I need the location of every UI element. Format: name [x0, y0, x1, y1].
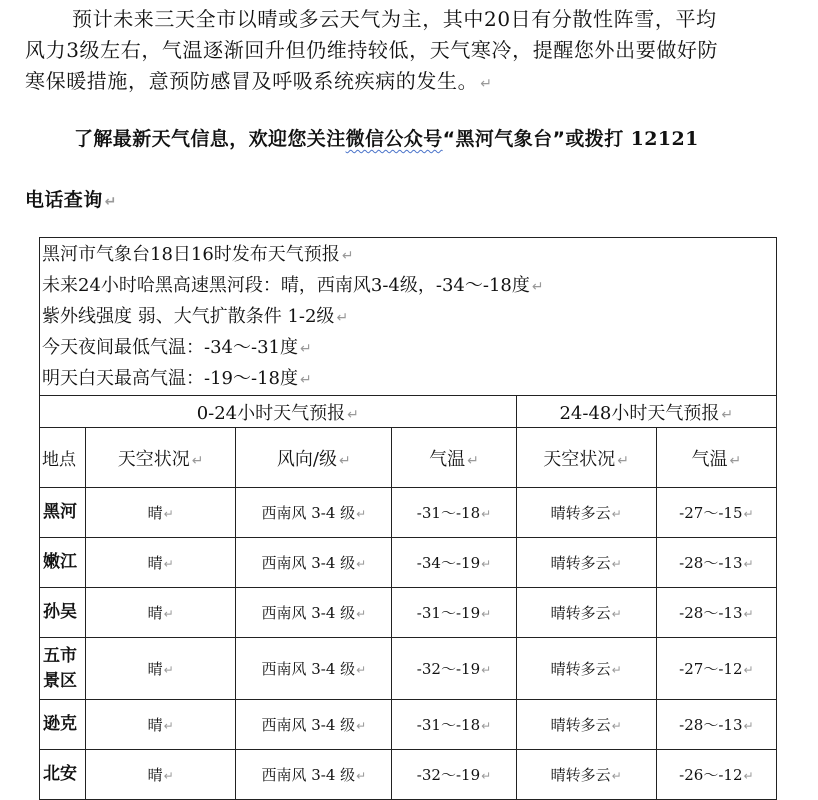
weather-forecast-table	[39, 237, 777, 800]
paragraph-text-1: 预计未来三天全市以晴或多云天气为主，其中20日有分散性阵雪，平均	[72, 7, 717, 31]
info-text: 今天夜间最低气温：-34～-31度	[42, 337, 298, 358]
return-mark-icon: ↵	[356, 607, 367, 621]
wind-cell	[236, 750, 392, 800]
forecast-paragraph	[25, 4, 795, 100]
temp-cell	[392, 588, 516, 638]
temp-cell	[656, 700, 776, 750]
return-mark-icon: ↵	[611, 507, 622, 521]
return-mark-icon: ↵	[743, 769, 754, 783]
sky-value: 晴	[147, 504, 163, 522]
return-mark-icon: ↵	[481, 607, 492, 621]
temp-cell	[656, 638, 776, 700]
section-header-row	[40, 396, 777, 428]
temp-value: -31～-18	[416, 504, 481, 522]
return-mark-icon: ↵	[336, 310, 349, 326]
sky-cell	[86, 488, 236, 538]
city-cell	[40, 488, 86, 538]
info-text: 黑河市气象台18日16时发布天气预报	[42, 244, 340, 265]
header-temp-label: 气温	[691, 448, 728, 470]
city-cell	[40, 588, 86, 638]
return-mark-icon: ↵	[467, 452, 479, 469]
sky-cell	[86, 750, 236, 800]
sky-value: 晴	[147, 554, 163, 572]
return-mark-icon: ↵	[743, 557, 754, 571]
wind-cell	[236, 538, 392, 588]
sky-cell	[516, 538, 656, 588]
wind-cell	[236, 488, 392, 538]
return-mark-icon: ↵	[743, 663, 754, 677]
sky-value: 晴	[147, 604, 163, 622]
sky-cell	[86, 588, 236, 638]
city-name-line-2: 景区	[43, 670, 77, 691]
return-mark-icon: ↵	[481, 769, 492, 783]
return-mark-icon: ↵	[191, 452, 204, 469]
return-mark-icon: ↵	[163, 557, 174, 571]
return-mark-icon: ↵	[481, 557, 492, 571]
table-row	[40, 700, 777, 750]
paragraph-line-2	[25, 35, 795, 66]
temp-value: -28～-13	[679, 554, 743, 572]
hotline-number: 12121	[630, 128, 699, 150]
wind-cell	[236, 638, 392, 700]
notice-text-1: 了解最新天气信息，欢迎您关注	[74, 128, 346, 150]
paragraph-return-mark-icon: ↵	[480, 76, 493, 92]
info-line	[42, 364, 774, 395]
return-mark-icon: ↵	[347, 406, 359, 423]
paragraph-line-1	[25, 4, 795, 35]
header-wind-label: 风向/级	[276, 448, 337, 470]
city-name: 嫩江	[43, 552, 77, 572]
sky-cell	[516, 750, 656, 800]
return-mark-icon: ↵	[611, 607, 622, 621]
return-mark-icon: ↵	[299, 341, 312, 357]
sky-value: 晴转多云	[550, 504, 611, 522]
temp-value: -27～-15	[679, 504, 743, 522]
section-0-24h	[40, 396, 517, 428]
forecast-info-cell	[40, 238, 777, 396]
temp-cell	[656, 538, 776, 588]
sky-value: 晴	[147, 716, 163, 734]
paragraph-line-3	[25, 66, 795, 100]
temp-cell	[656, 488, 776, 538]
return-mark-icon: ↵	[356, 719, 367, 733]
temp-value: -32～-19	[416, 766, 481, 784]
section-0-24h-label: 0-24小时天气预报	[196, 402, 346, 424]
return-mark-icon: ↵	[611, 663, 622, 677]
section-24-48h-label: 24-48小时天气预报	[559, 402, 720, 424]
sky-cell	[516, 638, 656, 700]
return-mark-icon: ↵	[611, 557, 622, 571]
temp-cell	[392, 638, 516, 700]
header-temp-label: 气温	[429, 448, 466, 470]
sky-value: 晴	[147, 660, 163, 678]
temp-cell	[656, 588, 776, 638]
info-text: 明天白天最高气温：-19～-18度	[42, 368, 298, 389]
section-24-48h	[516, 396, 776, 428]
info-text: 未来24小时哈黑高速黑河段：晴，西南风3-4级，-34～-18度	[42, 275, 530, 296]
temp-cell	[392, 750, 516, 800]
return-mark-icon: ↵	[299, 372, 312, 388]
table-row	[40, 638, 777, 700]
temp-cell	[392, 700, 516, 750]
wind-value: 西南风 3-4 级	[261, 504, 356, 522]
paragraph-text-3: 寒保暖措施，意预防感冒及呼吸系统疾病的发生。	[25, 69, 479, 93]
temp-value: -32～-19	[416, 660, 481, 678]
return-mark-icon: ↵	[531, 279, 544, 295]
return-mark-icon: ↵	[356, 769, 367, 783]
header-location	[40, 428, 86, 488]
info-line	[42, 240, 774, 271]
return-mark-icon: ↵	[339, 452, 351, 469]
header-sky-label: 天空状况	[543, 448, 616, 470]
return-mark-icon: ↵	[163, 769, 174, 783]
sky-value: 晴转多云	[550, 554, 611, 572]
return-mark-icon: ↵	[481, 719, 492, 733]
return-mark-icon: ↵	[356, 557, 367, 571]
return-mark-icon: ↵	[163, 663, 174, 677]
wechat-official-account-text: 微信公众号	[345, 128, 443, 150]
header-wind	[236, 428, 392, 488]
city-cell	[40, 750, 86, 800]
temp-cell	[656, 750, 776, 800]
header-temp-0-24	[392, 428, 516, 488]
sky-cell	[516, 700, 656, 750]
temp-value: -27～-12	[679, 660, 743, 678]
return-mark-icon: ↵	[721, 406, 734, 423]
city-name: 孙吴	[43, 602, 77, 622]
notice-line-1	[74, 124, 699, 151]
wind-value: 西南风 3-4 级	[261, 660, 356, 678]
notice-line-2	[25, 185, 117, 212]
notice-text-3: 电话查询	[25, 189, 103, 211]
temp-cell	[392, 538, 516, 588]
wind-value: 西南风 3-4 级	[261, 554, 356, 572]
table-row	[40, 750, 777, 800]
sky-cell	[86, 538, 236, 588]
sky-value: 晴转多云	[550, 716, 611, 734]
city-name: 逊克	[43, 714, 77, 734]
notice-return-mark-icon: ↵	[104, 194, 117, 210]
return-mark-icon: ↵	[743, 607, 754, 621]
sky-value: 晴转多云	[550, 604, 611, 622]
sky-value: 晴	[147, 766, 163, 784]
info-line	[42, 333, 774, 364]
return-mark-icon: ↵	[356, 507, 367, 521]
paragraph-text-2: 风力3级左右，气温逐渐回升但仍维持较低，天气寒冷，提醒您外出要做好防	[25, 38, 719, 62]
return-mark-icon: ↵	[341, 248, 354, 264]
header-sky-label: 天空状况	[117, 448, 190, 470]
info-line	[42, 302, 774, 333]
sky-cell	[516, 488, 656, 538]
header-temp-24-48	[656, 428, 776, 488]
temp-value: -34～-19	[416, 554, 481, 572]
header-sky-0-24	[86, 428, 236, 488]
temp-value: -31～-18	[416, 716, 481, 734]
wind-cell	[236, 700, 392, 750]
sky-value: 晴转多云	[550, 766, 611, 784]
city-name: 北安	[43, 764, 77, 784]
return-mark-icon: ↵	[611, 769, 622, 783]
column-header-row	[40, 428, 777, 488]
wind-value: 西南风 3-4 级	[261, 766, 356, 784]
table-row	[40, 488, 777, 538]
info-text: 紫外线强度 弱、大气扩散条件 1-2级	[42, 306, 335, 327]
wind-value: 西南风 3-4 级	[261, 604, 356, 622]
temp-value: -28～-13	[679, 716, 743, 734]
return-mark-icon: ↵	[481, 663, 492, 677]
city-cell	[40, 700, 86, 750]
info-row	[40, 238, 777, 396]
temp-value: -28～-13	[679, 604, 743, 622]
table-row	[40, 588, 777, 638]
return-mark-icon: ↵	[163, 719, 174, 733]
return-mark-icon: ↵	[611, 719, 622, 733]
sky-cell	[516, 588, 656, 638]
return-mark-icon: ↵	[163, 507, 174, 521]
sky-cell	[86, 638, 236, 700]
sky-value: 晴转多云	[550, 660, 611, 678]
city-cell	[40, 538, 86, 588]
wind-cell	[236, 588, 392, 638]
temp-value: -26～-12	[679, 766, 743, 784]
return-mark-icon: ↵	[481, 507, 492, 521]
return-mark-icon: ↵	[743, 719, 754, 733]
city-cell	[40, 638, 86, 700]
header-location-label: 地点	[42, 450, 76, 470]
return-mark-icon: ↵	[743, 507, 754, 521]
city-name: 黑河	[43, 502, 77, 522]
info-line	[42, 271, 774, 302]
city-name-line-1: 五市	[43, 645, 77, 666]
return-mark-icon: ↵	[617, 452, 630, 469]
temp-value: -31～-19	[416, 604, 481, 622]
return-mark-icon: ↵	[163, 607, 174, 621]
header-sky-24-48	[516, 428, 656, 488]
table-row	[40, 538, 777, 588]
sky-cell	[86, 700, 236, 750]
return-mark-icon: ↵	[729, 452, 742, 469]
return-mark-icon: ↵	[356, 663, 367, 677]
wind-value: 西南风 3-4 级	[261, 716, 356, 734]
temp-cell	[392, 488, 516, 538]
notice-text-2: “黑河气象台”或拨打	[442, 128, 631, 150]
